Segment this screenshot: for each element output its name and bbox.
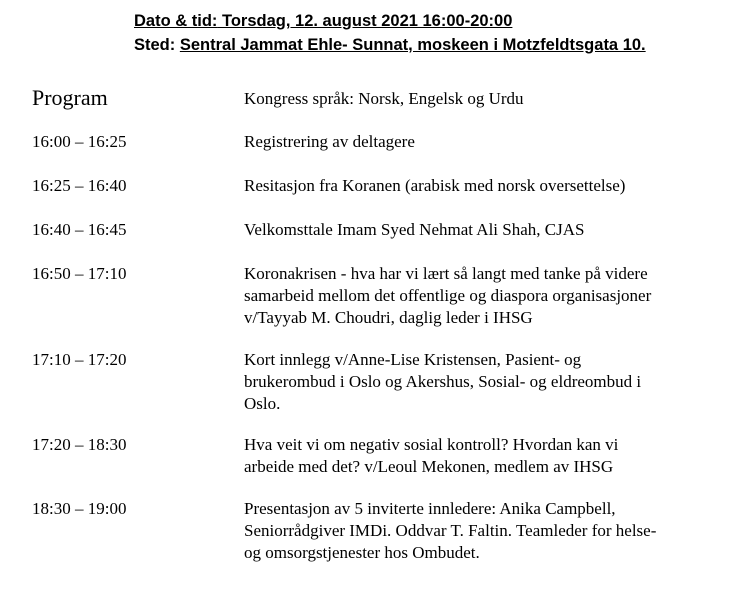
program-item-description — [244, 175, 724, 197]
program-item-description — [244, 349, 724, 415]
description-line: Kort innlegg v/Anne-Lise Kristensen, Pasient- og — [244, 350, 582, 369]
program-item-time: 17:10 – 17:20 — [32, 350, 127, 369]
program-item-time: 16:00 – 16:25 — [32, 132, 127, 151]
program-item-description — [244, 498, 724, 564]
description-line: v/Tayyab M. Choudri, daglig leder i IHSG — [244, 308, 533, 327]
description-line: brukerombud i Oslo og Akershus, Sosial- og eldreombud i — [244, 372, 642, 391]
description-line: og omsorgstjenester hos Ombudet. — [244, 543, 480, 562]
description-line: Koronakrisen - hva har vi lært så langt med tanke på videre — [244, 264, 648, 283]
description-line: Oslo. — [244, 394, 281, 413]
description-line: Velkomsttale Imam Syed Nehmat Ali Shah, CJAS — [244, 220, 585, 239]
program-label: Program — [32, 85, 108, 110]
date-line — [134, 9, 646, 33]
event-header — [134, 9, 646, 57]
date-value: Torsdag, 12. august 2021 16:00-20:00 — [217, 12, 513, 30]
language-note: Kongress språk: Norsk, Engelsk og Urdu — [244, 89, 524, 108]
place-label: Sted: — [134, 36, 176, 54]
program-item-time: 17:20 – 18:30 — [32, 435, 127, 454]
description-line: Seniorrådgiver IMDi. Oddvar T. Faltin. Teamleder for helse- — [244, 521, 657, 540]
program-item-description — [244, 219, 724, 241]
place-value: Sentral Jammat Ehle- Sunnat, moskeen i Motzfeldtsgata 10. — [179, 36, 646, 54]
description-line: samarbeid mellom det offentlige og diaspora organisasjoner — [244, 286, 652, 305]
program-item-time: 16:25 – 16:40 — [32, 176, 127, 195]
description-line: arbeide med det? v/Leoul Mekonen, medlem av IHSG — [244, 457, 614, 476]
program-item-description — [244, 434, 724, 478]
program-item-time: 16:50 – 17:10 — [32, 264, 127, 283]
program-item-time: 18:30 – 19:00 — [32, 499, 127, 518]
place-line — [134, 33, 646, 57]
description-line: Registrering av deltagere — [244, 132, 415, 151]
description-line: Hva veit vi om negativ sosial kontroll? Hvordan kan vi — [244, 435, 619, 454]
program-item-description — [244, 263, 724, 329]
program-item-time: 16:40 – 16:45 — [32, 220, 127, 239]
description-line: Presentasjon av 5 inviterte innledere: Anika Campbell, — [244, 499, 616, 518]
description-line: Resitasjon fra Koranen (arabisk med norsk oversettelse) — [244, 176, 626, 195]
date-label: Dato & tid: — [134, 12, 218, 30]
program-item-description — [244, 131, 724, 153]
